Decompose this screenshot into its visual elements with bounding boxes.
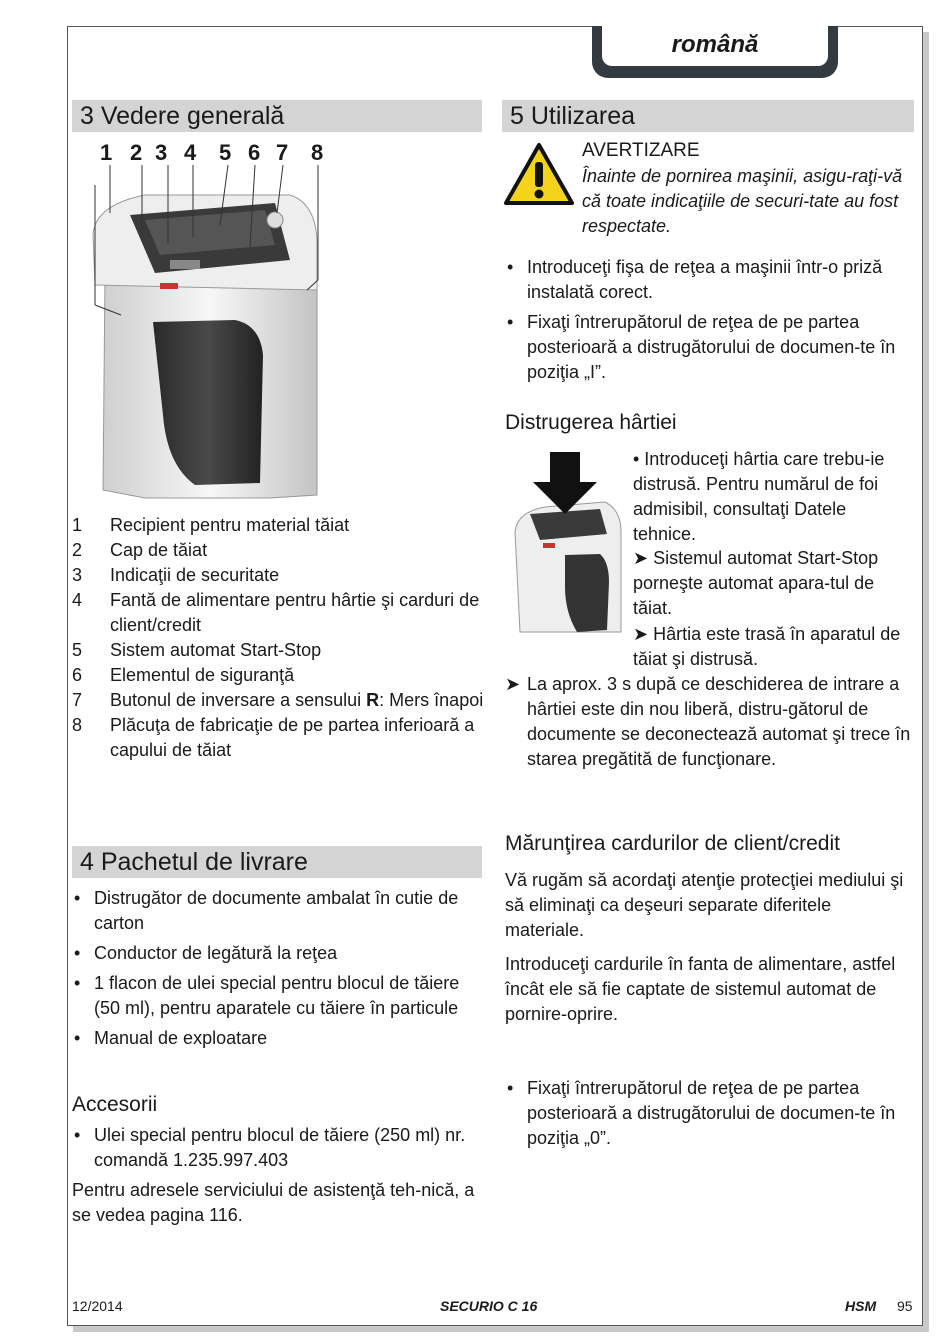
warning-text: Înainte de pornirea maşinii, asigu-raţi-vă că toate indicaţiile de securi-tate au fost respectate. [582, 166, 903, 236]
startup-list [505, 255, 915, 390]
list-item: • Fixaţi întrerupătorul de reţea de pe partea posterioară a distrugătorului de documen-te în poziţia „I”. [505, 310, 915, 385]
shutdown-list [505, 1076, 915, 1156]
callout-2: 2 [130, 140, 143, 165]
service-note: Pentru adresele serviciului de asistenţă teh-nică, a se vedea pagina 116. [72, 1180, 475, 1225]
list-item: 5 Sistem automat Start-Stop [72, 640, 322, 660]
shredder-illustration [85, 165, 345, 500]
overview-list [72, 513, 487, 763]
cards-paragraph-1: Vă rugăm să acordaţi atenţie protecţiei mediului şi să eliminaţi ca deşeuri separate diferitele materiale. [505, 870, 904, 940]
list-item: 1 Recipient pentru material tăiat [72, 515, 350, 535]
result-3: ➤ La aprox. 3 s după ce deschiderea de intrare a hârtiei este din nou liberă, distru-gătorul de documente se deconectează automat şi trece în starea pregătită de funcţionare. [505, 672, 915, 772]
accessories-list [72, 1123, 486, 1178]
section-4-heading: 4 Pachetul de livrare [72, 846, 482, 878]
paper-insert-illustration [505, 452, 625, 637]
list-item: 2 Cap de tăiat [72, 540, 208, 560]
accessories-heading: Accesorii [72, 1093, 158, 1116]
list-item: 6 Elementul de siguranţă [72, 665, 295, 685]
arrow-icon: ➤ [505, 674, 521, 694]
arrow-icon: ➤ [633, 548, 654, 568]
section-5-heading: 5 Utilizarea [502, 100, 914, 132]
result-2: ➤ Hârtia este trasă în aparatul de tăiat şi distrusă. [633, 624, 901, 669]
callout-7: 7 [276, 140, 289, 165]
callout-5: 5 [219, 140, 232, 165]
footer-brand-logo: HSM [845, 1298, 877, 1314]
shredding-instruction: • Introduceţi hârtia care trebu-ie distrusă. Pentru numărul de foi admisibil, consultaţi Datele tehnice. [633, 449, 885, 544]
footer-model: SECURIO C 16 [440, 1298, 538, 1314]
warning-icon [503, 142, 575, 206]
warning-title: AVERTIZARE [582, 140, 700, 161]
callout-6: 6 [248, 140, 261, 165]
arrow-icon: ➤ [633, 624, 654, 644]
callout-1: 1 [100, 140, 113, 165]
cards-paragraph-2: Introduceţi cardurile în fanta de alimentare, astfel încât ele să fie captate de sistemul automat de pornire-oprire. [505, 954, 896, 1024]
hsm-logo-mark [160, 283, 178, 289]
callout-8: 8 [311, 140, 324, 165]
language-label: română [602, 26, 828, 66]
list-item: • Fixaţi întrerupătorul de reţea de pe partea posterioară a distrugătorului de documen-te în poziţia „0”. [505, 1076, 915, 1151]
list-item: • Distrugător de documente ambalat în cutie de carton [72, 886, 482, 936]
list-item: • 1 flacon de ulei special pentru blocul de tăiere (50 ml), pentru aparatele cu tăiere în particule [72, 971, 482, 1021]
list-item: • Introduceţi fişa de reţea a maşinii într-o priză instalată corect. [505, 255, 915, 305]
delivery-list [72, 886, 482, 1056]
result-1: ➤ Sistemul automat Start-Stop porneşte automat apara-tul de tăiat. [633, 548, 879, 618]
shredding-heading: Distrugerea hârtiei [505, 411, 677, 434]
section-3-heading: 3 Vedere generală [72, 100, 482, 132]
list-item: 4 Fantă de alimentare pentru hârtie şi carduri de client/credit [72, 590, 480, 635]
list-item: 3 Indicaţii de securitate [72, 565, 280, 585]
list-item: 7 Butonul de inversare a sensului R: Mers înapoi [72, 690, 484, 710]
page-number: 95 [897, 1298, 913, 1314]
callout-3: 3 [155, 140, 168, 165]
list-item: • Conductor de legătură la reţea [72, 941, 482, 966]
footer-date: 12/2014 [72, 1298, 123, 1314]
list-item: 8 Plăcuţa de fabricaţie de pe partea inferioară a capului de tăiat [72, 715, 475, 760]
list-item: • Manual de exploatare [72, 1026, 482, 1051]
callout-4: 4 [184, 140, 197, 165]
list-item: • Ulei special pentru blocul de tăiere (250 ml) nr. comandă 1.235.997.403 [72, 1123, 486, 1173]
cards-heading: Mărunţirea cardurilor de client/credit [505, 832, 840, 855]
